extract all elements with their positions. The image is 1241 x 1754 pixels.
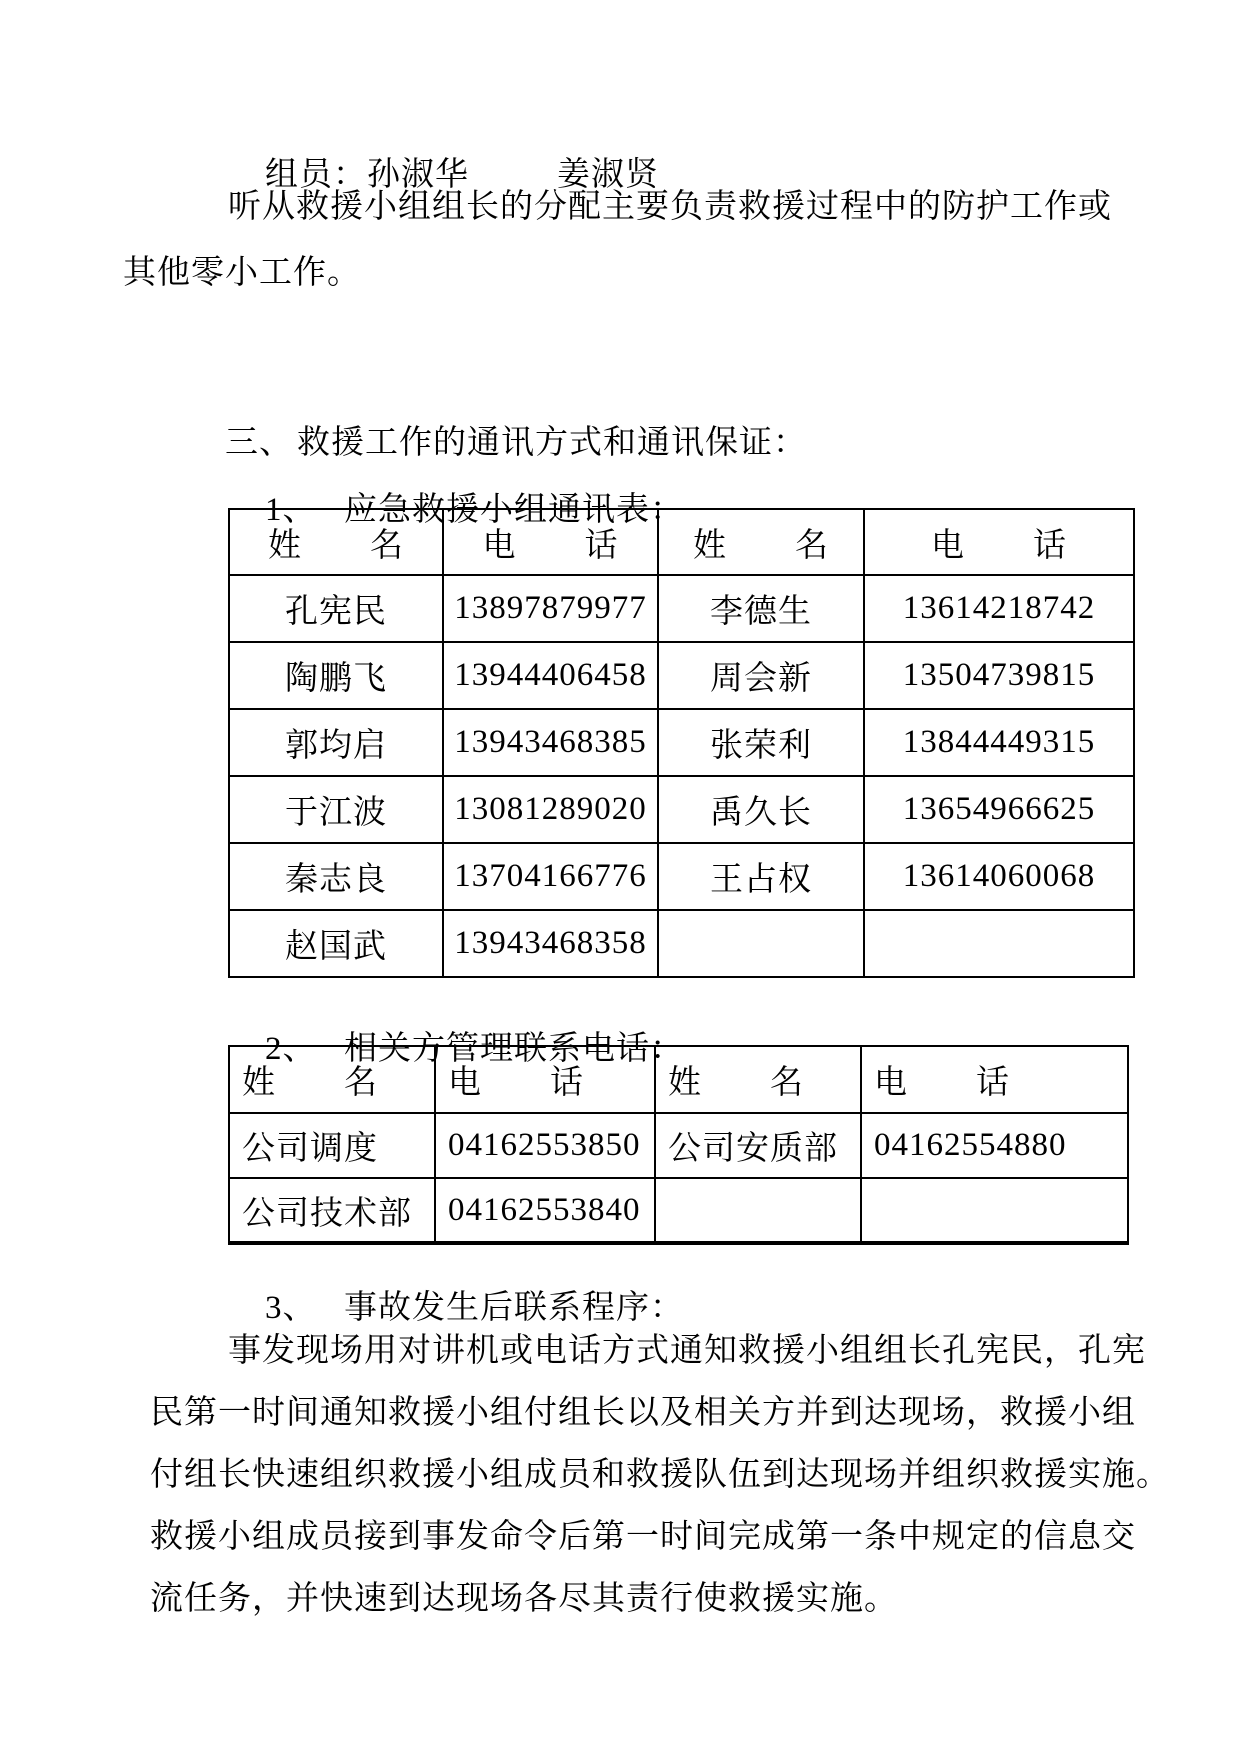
name-cell: 张荣利 [658,709,864,776]
section3-number: 三、 [225,425,293,461]
paragraph3-line1: 事发现场用对讲机或电话方式通知救援小组组长孔宪民，孔宪 [228,1333,1146,1369]
phone-cell: 13844449315 [864,709,1134,776]
phone-cell: 13504739815 [864,642,1134,709]
item2-number: 2、 [265,1031,317,1067]
related-party-contact-table [228,1045,1129,1245]
paragraph3-line2: 民第一时间通知救援小组付组长以及相关方并到达现场，救援小组 [150,1395,1136,1431]
name-cell: 公司安质部 [655,1113,861,1178]
table-row [229,575,1134,642]
header-name-2: 姓 名 [655,1046,861,1113]
header-name-1: 姓 名 [229,509,443,575]
table-row [229,1113,1128,1178]
header-phone-1: 电 话 [443,509,658,575]
phone-cell: 13654966625 [864,776,1134,843]
name-cell-empty [658,910,864,977]
table-row [229,709,1134,776]
rescue-team-contact-table [228,508,1135,978]
item1-title: 应急救援小组通讯表： [344,492,684,528]
name-cell: 赵国武 [229,910,443,977]
paragraph3-line3: 付组长快速组织救援小组成员和救援队伍到达现场并组织救援实施。 [150,1457,1170,1493]
name-cell: 周会新 [658,642,864,709]
name-cell: 王占权 [658,843,864,910]
paragraph1-line1: 听从救援小组组长的分配主要负责救援过程中的防护工作或 [228,189,1112,225]
name-cell: 公司调度 [229,1113,435,1178]
item2-title: 相关方管理联系电话： [344,1031,684,1067]
table-row [229,642,1134,709]
phone-cell: 13081289020 [443,776,658,843]
paragraph3-line5: 流任务，并快速到达现场各尽其责行使救援实施。 [150,1581,898,1617]
table-header-row [229,1046,1128,1113]
table-header-row [229,509,1134,575]
phone-cell: 04162553850 [435,1113,655,1178]
item3-number: 3、 [265,1290,317,1326]
phone-cell-empty [864,910,1134,977]
header-phone-1: 电 话 [435,1046,655,1113]
table-row [229,910,1134,977]
name-cell: 孔宪民 [229,575,443,642]
name-cell: 公司技术部 [229,1178,435,1243]
header-phone-2: 电 话 [861,1046,1128,1113]
phone-cell: 04162554880 [861,1113,1128,1178]
member-name-2: 姜淑贤 [557,157,659,193]
header-name-2: 姓 名 [658,509,864,575]
item1-number: 1、 [265,492,317,528]
phone-cell: 13943468385 [443,709,658,776]
paragraph1-line2: 其他零小工作。 [123,255,361,291]
section3-title: 救援工作的通讯方式和通讯保证： [297,425,807,461]
name-cell: 郭均启 [229,709,443,776]
table-row [229,776,1134,843]
phone-cell: 13897879977 [443,575,658,642]
name-cell: 李德生 [658,575,864,642]
table-row [229,1178,1128,1243]
name-cell-empty [655,1178,861,1243]
paragraph3-line4: 救援小组成员接到事发命令后第一时间完成第一条中规定的信息交 [150,1519,1136,1555]
phone-cell: 04162553840 [435,1178,655,1243]
phone-cell: 13614060068 [864,843,1134,910]
header-name-1: 姓 名 [229,1046,435,1113]
phone-cell: 13943468358 [443,910,658,977]
members-label: 组员： [265,157,367,193]
name-cell: 陶鹏飞 [229,642,443,709]
name-cell: 秦志良 [229,843,443,910]
phone-cell: 13704166776 [443,843,658,910]
phone-cell: 13614218742 [864,575,1134,642]
header-phone-2: 电 话 [864,509,1134,575]
member-name-1: 孙淑华 [367,157,469,193]
item3-title: 事故发生后联系程序： [344,1290,684,1326]
table-row [229,843,1134,910]
name-cell: 于江波 [229,776,443,843]
phone-cell: 13944406458 [443,642,658,709]
name-cell: 禹久长 [658,776,864,843]
phone-cell-empty [861,1178,1128,1243]
